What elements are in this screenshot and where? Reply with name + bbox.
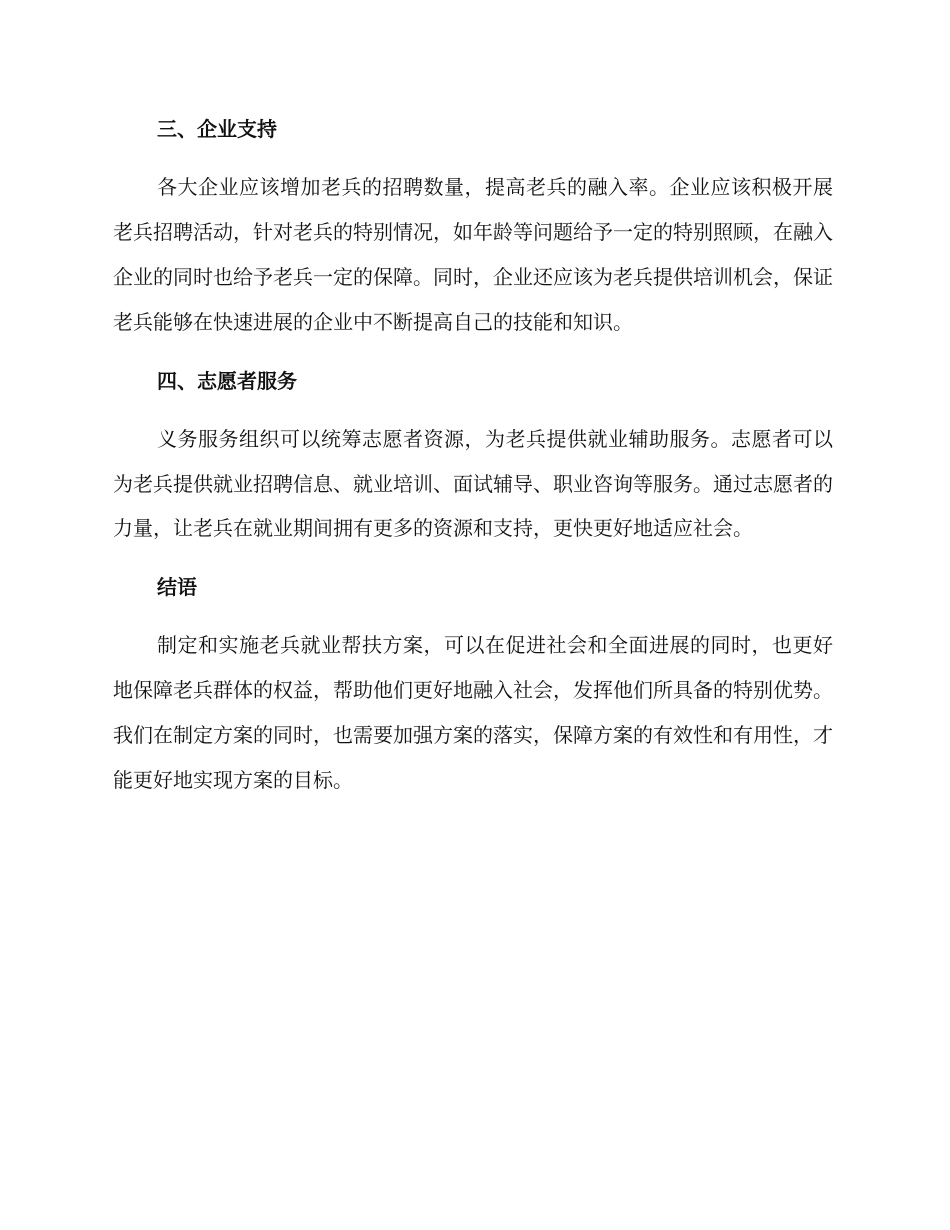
document-page [113,107,833,817]
section-paragraph-volunteer-service: 义务服务组织可以统筹志愿者资源，为老兵提供就业辅助服务。志愿者可以为老兵提供就业招聘信息、就业培训、面试辅导、职业咨询等服务。通过志愿者的力量，让老兵在就业期间拥有更多的资源和支持，更快更好地适应社会。 [113,426,833,541]
section-heading-conclusion: 结语 [157,575,197,600]
section-heading-enterprise-support: 三、企业支持 [157,117,277,141]
section-paragraph-conclusion: 制定和实施老兵就业帮扶方案，可以在促进社会和全面进展的同时，也更好地保障老兵群体的权益，帮助他们更好地融入社会，发挥他们所具备的特别优势。我们在制定方案的同时，也需要加强方案的落实，保障方案的有效性和有用性，才能更好地实现方案的目标。 [113,633,833,793]
section-heading-volunteer-service: 四、志愿者服务 [157,368,297,393]
section-paragraph-enterprise-support: 各大企业应该增加老兵的招聘数量，提高老兵的融入率。企业应该积极开展老兵招聘活动，针对老兵的特别情况，如年龄等问题给予一定的特别照顾，在融入企业的同时也给予老兵一定的保障。同时，企业还应该为老兵提供培训机会，保证老兵能够在快速进展的企业中不断提高自己的技能和知识。 [113,175,833,334]
